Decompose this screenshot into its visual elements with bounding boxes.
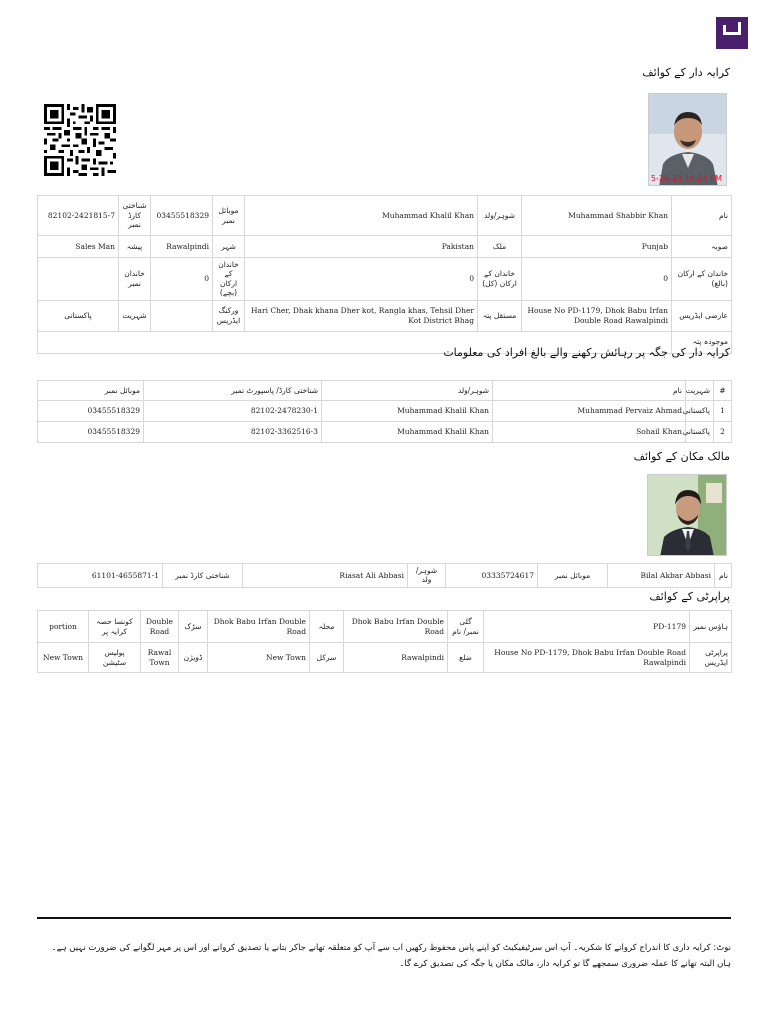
resident-father: Muhammad Khalil Khan <box>322 401 493 422</box>
owner-mobile-value: 03335724617 <box>446 564 538 588</box>
resident-mobile: 03455518329 <box>38 401 144 422</box>
property-mohalla-value: Dhok Babu Irfan Double Road <box>208 611 310 643</box>
tenant-name-value: Muhammad Shabbir Khan <box>522 196 672 236</box>
property-division-label: ڈویژن <box>179 643 208 673</box>
tenant-photo <box>648 93 727 186</box>
tenant-children-label: خاندان کے ارکان (بچے) <box>213 258 245 301</box>
property-street-label: گلی نمبر/ نام <box>448 611 484 643</box>
tenant-nationality-label: شہریت <box>119 300 151 331</box>
tenant-cnic-value: 82102-2421815-7 <box>38 196 119 236</box>
property-street-value: Dhok Babu Irfan Double Road <box>344 611 448 643</box>
property-police-station-value: New Town <box>38 643 89 673</box>
tenant-country-label: ملک <box>478 236 522 258</box>
table-row <box>38 422 732 443</box>
tenant-adults-label: خاندان کے ارکان (بالغ) <box>672 258 732 301</box>
owner-section-title: مالک مکان کے کوائف <box>633 450 730 463</box>
owner-portrait-icon <box>648 475 727 556</box>
tenant-province-value: Punjab <box>522 236 672 258</box>
resident-father: Muhammad Khalil Khan <box>322 422 493 443</box>
resident-mobile: 03455518329 <box>38 422 144 443</box>
qr-code-icon <box>42 104 118 176</box>
residents-header-name: نام <box>493 381 686 401</box>
tenant-profession-label: پیشہ <box>119 236 151 258</box>
tenant-father-value: Muhammad Khalil Khan <box>245 196 478 236</box>
owner-name-value: Bilal Akbar Abbasi <box>608 564 715 588</box>
residents-section-title: کرایہ دار کی جگہ پر رہائش رکھنے والے بالغ افراد کی معلومات <box>443 346 730 359</box>
tenant-city-label: شہر <box>213 236 245 258</box>
tenant-perm-address-label: مستقل پتہ <box>478 300 522 331</box>
tenant-work-address-label: ورکنگ ایڈریس <box>213 300 245 331</box>
property-section-title: پراپرٹی کے کوائف <box>649 590 730 603</box>
property-district-value: Rawalpindi <box>344 643 448 673</box>
owner-father-value: Riasat Ali Abbasi <box>243 564 408 588</box>
photo-timestamp: 5-26-23 14:24 PM <box>650 174 722 183</box>
resident-num: 2 <box>714 422 732 443</box>
resident-cnic: 82102-3362516-3 <box>144 422 322 443</box>
resident-nationality: پاکستانی <box>686 422 714 443</box>
residents-table <box>37 380 732 443</box>
property-portion-value: portion <box>38 611 89 643</box>
tenant-children-value: 0 <box>151 258 213 301</box>
owner-details-table <box>37 563 732 588</box>
resident-name: Sohail Khan <box>493 422 686 443</box>
resident-cnic: 82102-2478230-1 <box>144 401 322 422</box>
residents-header-cnic: شناختی کارڈ/ پاسپورٹ نمبر <box>144 381 322 401</box>
owner-cnic-value: 61101-4655871-1 <box>38 564 163 588</box>
tenant-temp-address-value: House No PD-1179, Dhok Babu Irfan Double Road Rawalpindi <box>522 300 672 331</box>
tenant-family-total-value: 0 <box>245 258 478 301</box>
residents-header-nationality: شہریت <box>686 381 714 401</box>
footer-divider <box>37 917 731 919</box>
owner-name-label: نام <box>715 564 732 588</box>
residents-header-father: شوہر/ولد <box>322 381 493 401</box>
owner-father-label: شوہر/ولد <box>408 564 446 588</box>
tenant-temp-address-label: عارضی ایڈریس <box>672 300 732 331</box>
tenant-city-value: Rawalpindi <box>151 236 213 258</box>
tenant-details-table <box>37 195 732 354</box>
tenant-family-total-label: خاندان کے ارکان (کل) <box>478 258 522 301</box>
property-house-no-value: PD-1179 <box>484 611 690 643</box>
property-division-value: Rawal Town <box>141 643 179 673</box>
tenant-family-no-label: خاندان نمبر <box>119 258 151 301</box>
tenant-work-address-value <box>151 300 213 331</box>
table-row <box>38 401 732 422</box>
tenant-father-label: شوہر/ولد <box>478 196 522 236</box>
residents-header-num: # <box>714 381 732 401</box>
tenant-mobile-label: موبائل نمبر <box>213 196 245 236</box>
tenant-province-label: صوبہ <box>672 236 732 258</box>
property-portion-label: کونسا حصہ کرایہ پر <box>89 611 141 643</box>
owner-mobile-label: موبائل نمبر <box>538 564 608 588</box>
tenant-country-value: Pakistan <box>245 236 478 258</box>
footer-note: نوٹ: کرایہ داری کا اندراج کروانے کا شکریہ۔ آپ اس سرٹیفیکیٹ کو اپنے پاس محفوظ رکھیں اب سے آپ کو متعلقہ تھانے جاکر بتانے یا تصدیق کروانے اور اس پر مہر لگوانے کی ضرورت نہیں ہے۔ ہاں البتہ تھانے کا عملہ ضروری سمجھے گا تو کرایہ دار، مالک مکان یا جگہ کی تصدیق کرے گا۔ <box>51 943 731 970</box>
app-logo <box>716 17 748 49</box>
resident-num: 1 <box>714 401 732 422</box>
property-circle-value: New Town <box>208 643 310 673</box>
tenant-portrait-icon <box>649 94 727 186</box>
property-address-label: پراپرٹی ایڈریس <box>690 643 732 673</box>
property-district-label: ضلع <box>448 643 484 673</box>
residents-header-mobile: موبائل نمبر <box>38 381 144 401</box>
property-road-label: سڑک <box>179 611 208 643</box>
tenant-cnic-label: شناختی کارڈ نمبر <box>119 196 151 236</box>
tenant-current-address-label: موجودہ پتہ <box>672 331 732 353</box>
tenant-nationality-value: پاکستانی <box>38 300 119 331</box>
property-police-station-label: پولیس سٹیشن <box>89 643 141 673</box>
tenant-perm-address-value: Hari Cher, Dhak khana Dher kot, Rangla khas, Tehsil Dher Kot District Bhag <box>245 300 478 331</box>
property-road-value: Double Road <box>141 611 179 643</box>
tenant-section-title: کرایہ دار کے کوائف <box>642 66 730 79</box>
tenant-name-label: نام <box>672 196 732 236</box>
tenant-mobile-value: 03455518329 <box>151 196 213 236</box>
property-mohalla-label: محلہ <box>310 611 344 643</box>
tenant-family-no-value <box>38 258 119 301</box>
resident-nationality: پاکستانی <box>686 401 714 422</box>
property-address-value: House No PD-1179, Dhok Babu Irfan Double Road Rawalpindi <box>484 643 690 673</box>
property-house-no-label: ہاؤس نمبر <box>690 611 732 643</box>
property-details-table <box>37 610 732 673</box>
owner-photo <box>647 474 727 556</box>
property-circle-label: سرکل <box>310 643 344 673</box>
owner-cnic-label: شناختی کارڈ نمبر <box>163 564 243 588</box>
tenant-profession-value: Sales Man <box>38 236 119 258</box>
resident-name: Muhammad Pervaiz Ahmad <box>493 401 686 422</box>
tenant-adults-value: 0 <box>522 258 672 301</box>
